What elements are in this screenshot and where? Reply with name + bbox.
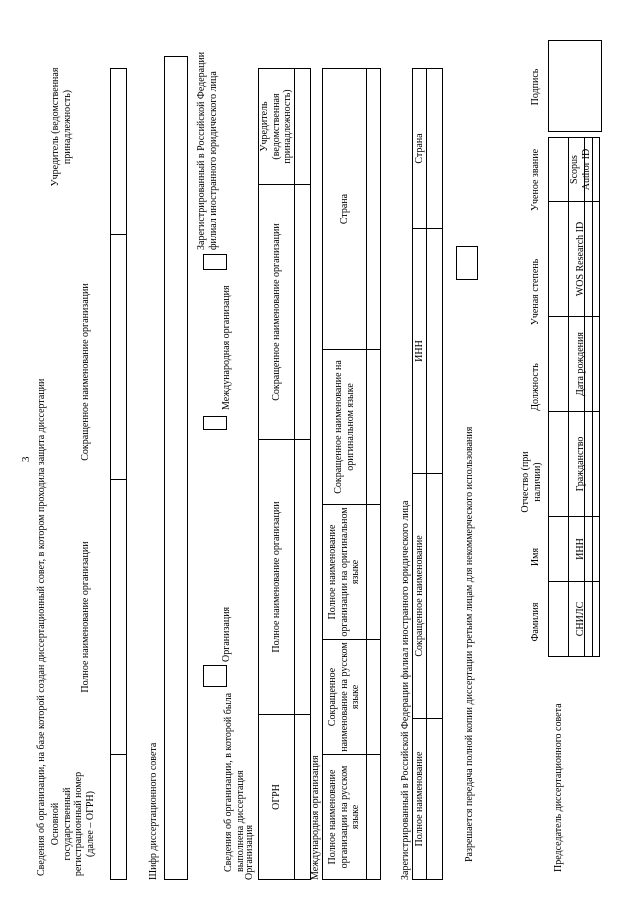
degree-cell[interactable] xyxy=(549,202,569,317)
patronymic-header: Отчество (при наличии) xyxy=(520,451,543,513)
snils-label: СНИЛС xyxy=(569,582,593,657)
snils-cell[interactable] xyxy=(585,582,600,657)
founder-cell[interactable] xyxy=(294,69,310,185)
col-founder-header: Учредитель (ведомственная принадлежность) xyxy=(50,67,73,187)
patronymic-cell[interactable] xyxy=(549,412,569,517)
full-name-cell[interactable] xyxy=(294,440,310,715)
checkbox-branch[interactable] xyxy=(203,254,227,270)
section-host-org-title: Сведения об организации, на базе которой создан диссертационный совет, в котором проходила защита диссертации xyxy=(36,378,47,876)
dissertation-org-label: Сведения об организации, в которой была выполнена диссертация xyxy=(223,692,246,872)
permission-label: Разрешается передача полной копии диссертации третьим лицам для некоммерческого использования xyxy=(464,426,475,862)
short-name-ru-cell[interactable] xyxy=(367,640,381,755)
ogrn-cell[interactable] xyxy=(111,755,127,880)
col-short-name-header: Сокращенное наименование xyxy=(413,474,427,719)
branch-label: Зарегистрированный в Российской Федерации филиал иностранного юридического лица xyxy=(400,500,411,880)
col-inn-header: ИНН xyxy=(413,229,427,474)
international-org-table xyxy=(322,68,381,880)
title-cell[interactable] xyxy=(549,138,569,202)
col-full-name-ru-header: Полное наименование организации на русском языке xyxy=(323,755,367,880)
name-cell[interactable] xyxy=(549,517,569,582)
checkbox-organization[interactable] xyxy=(203,665,227,687)
branch-table xyxy=(412,68,443,880)
col-ogrn-header: ОГРН xyxy=(259,715,295,880)
col-country-header: Страна xyxy=(413,69,427,229)
citizenship-cell[interactable] xyxy=(585,412,600,517)
full-name-ru-cell[interactable] xyxy=(367,755,381,880)
wos-id-cell[interactable] xyxy=(585,202,600,317)
signature-field[interactable] xyxy=(548,40,602,132)
inn-label: ИНН xyxy=(569,517,593,582)
inn-cell[interactable] xyxy=(585,517,600,582)
col-full-name-orig-header: Полное наименование организации на оригинальном языке xyxy=(323,505,367,640)
col-short-name-header: Сокращенное наименование организации xyxy=(259,185,295,440)
option-organization-label: Организация xyxy=(221,606,232,662)
degree-header: Ученая степень xyxy=(530,258,541,326)
chairman-ids-table xyxy=(584,137,600,657)
name-header: Имя xyxy=(530,547,541,567)
col-short-name-orig-header: Сокращенное наименование на оригинальном языке xyxy=(323,350,367,505)
position-cell[interactable] xyxy=(549,317,569,412)
col-short-name-ru-header: Сокращенное наименование на русском языке xyxy=(323,640,367,755)
inn-cell[interactable] xyxy=(427,229,443,474)
council-code-label: Шифр диссертационного совета xyxy=(148,742,159,880)
short-name-cell[interactable] xyxy=(111,235,127,480)
short-name-orig-cell[interactable] xyxy=(367,350,381,505)
scopus-id-cell[interactable] xyxy=(585,138,600,202)
col-founder-header: Учредитель (ведомственная принадлежность) xyxy=(259,69,295,185)
col-ogrn-header: Основной государственный регистрационный номер (далее – ОГРН) xyxy=(50,771,96,877)
scopus-id-label: Scopus Author ID xyxy=(569,138,593,202)
position-header: Должность xyxy=(530,363,541,411)
chairman-label: Председатель диссертационного совета xyxy=(553,703,564,872)
organization-label: Организация xyxy=(244,824,255,880)
organization-table xyxy=(258,68,311,880)
full-name-orig-cell[interactable] xyxy=(367,505,381,640)
short-name-cell[interactable] xyxy=(294,185,310,440)
country-cell[interactable] xyxy=(427,69,443,229)
col-full-name-header: Полное наименование xyxy=(413,719,427,880)
option-branch-label: Зарегистрированный в Российской Федерации филиал иностранного юридического лица xyxy=(196,51,219,250)
full-name-cell[interactable] xyxy=(427,719,443,880)
col-short-name-header: Сокращенное наименование организации xyxy=(80,283,91,461)
ogrn-cell[interactable] xyxy=(294,715,310,880)
citizenship-label: Гражданство xyxy=(569,412,593,517)
surname-header: Фамилия xyxy=(530,602,541,642)
col-full-name-header: Полное наименование организации xyxy=(259,440,295,715)
title-header: Ученое звание xyxy=(530,148,541,212)
full-name-cell[interactable] xyxy=(111,480,127,755)
birthdate-cell[interactable] xyxy=(585,317,600,412)
short-name-cell[interactable] xyxy=(427,474,443,719)
signature-header: Подпись xyxy=(530,68,541,106)
option-international-label: Международная организация xyxy=(221,285,232,410)
council-code-field[interactable] xyxy=(164,56,188,880)
wos-id-label: WOS Research ID xyxy=(569,202,593,317)
page-number: 3 xyxy=(20,456,32,462)
host-org-table xyxy=(110,68,127,880)
founder-cell[interactable] xyxy=(111,69,127,235)
country-cell[interactable] xyxy=(367,69,381,350)
birthdate-label: Дата рождения xyxy=(569,317,593,412)
international-org-label: Международная организация xyxy=(310,755,321,880)
checkbox-international[interactable] xyxy=(203,416,227,430)
permission-checkbox[interactable] xyxy=(456,246,478,280)
col-full-name-header: Полное наименование организации xyxy=(80,541,91,693)
surname-cell[interactable] xyxy=(549,582,569,657)
col-country-header: Страна xyxy=(323,69,367,350)
form-page xyxy=(10,12,630,892)
